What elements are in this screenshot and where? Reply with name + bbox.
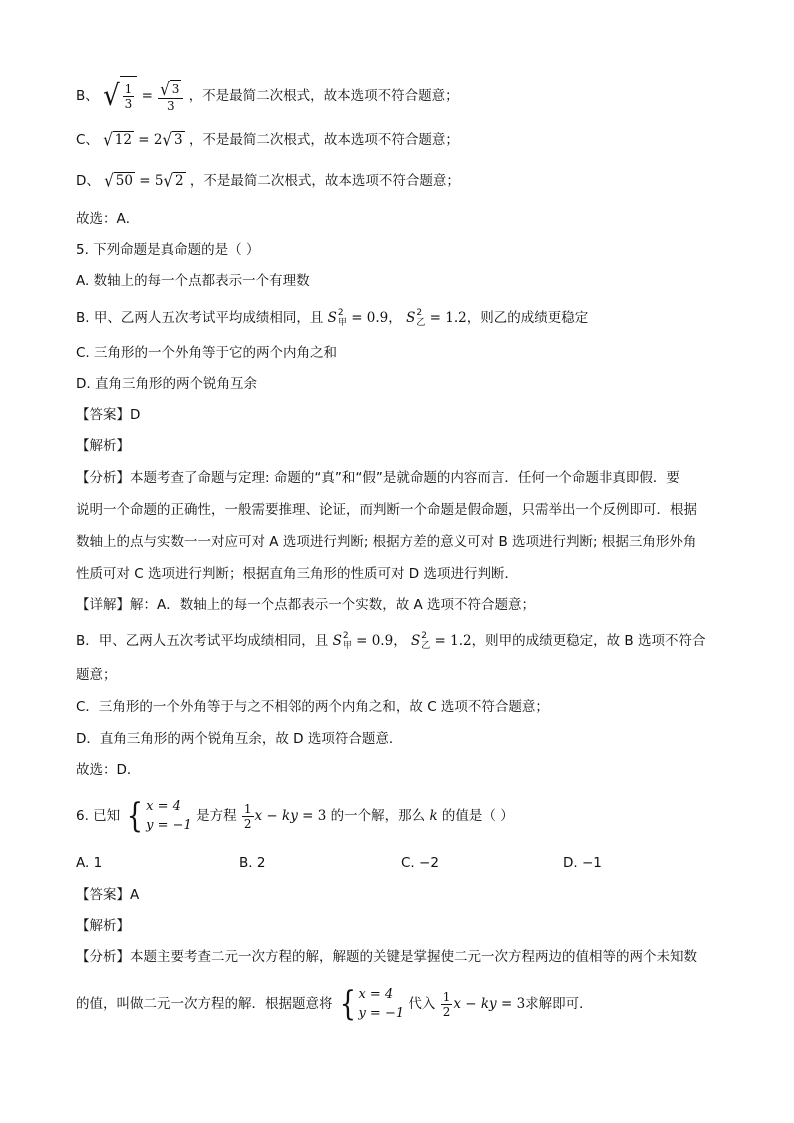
q5-option-d: D. 直角三角形的两个锐角互余 [76,376,257,392]
equation-system-2: { x = 4 y = −1 [339,984,405,1024]
sqrt-2: √ 2 [163,170,184,192]
q5-analysis-2: 说明一个命题的正确性，一般需要推理、论证，而判断一个命题是假命题，只需举出一个反例即可．根据 [76,502,697,518]
sqrt-50: √ 50 [104,170,133,192]
sqrt-12: √ 12 [103,129,132,151]
q5-detail-3: 题意； [76,667,117,683]
equation-system: { x = 4 y = −1 [127,796,192,836]
q5-jiexi: 【解析】 [76,438,130,454]
line-d-label: D、 [76,173,100,189]
sqrt-3: √ 3 [162,129,183,151]
line-c-tail: ，不是最简二次根式，故本选项不符合题意； [188,132,459,148]
q5-analysis-3: 数轴上的点与实数一一对应可对 A 选项进行判断; 根据方差的意义可对 B 选项进行判断; 根据三角形外角 [76,534,697,550]
q6-analysis-2: 的值，叫做二元一次方程的解．根据题意将 { x = 4 y = −1 代入 $\frac{1}{2}$ x − ky = 3求解即可． [76,984,593,1024]
line-c: C、 √ 12 = 2 √ 3 ，不是最简二次根式，故本选项不符合题意； [76,129,459,151]
q5-answer: 【答案】D [76,407,141,423]
q5-detail-5: D．直角三角形的两个锐角互余，故 D 选项符合题意． [76,731,403,747]
q6-jiexi: 【解析】 [76,918,130,934]
q5-analysis-1: 【分析】本题考查了命题与定理: 命题的“真”和“假”是就命题的内容而言．任何一个命题非真即假．要 [76,470,680,486]
q6-option-d: D. −1 [563,855,602,871]
q6-answer: 【答案】A [76,887,140,903]
line-c-label: C、 [76,132,99,148]
line-d: D、 √ 50 = 5 √ 2 ，不是最简二次根式，故本选项不符合题意； [76,170,460,192]
q5-stem: 5. 下列命题是真命题的是（ ） [76,242,260,258]
line-b: B、 √ $\frac{1}{3}$ = √ 3 3 ，不是最简二次根式，故本选项不符合题意； [76,76,459,116]
q5-analysis-4: 性质可对 C 选项进行判断；根据直角三角形的性质可对 D 选项进行判断． [76,566,518,582]
q5-detail-1: 【详解】解：A．数轴上的每一个点都表示一个实数，故 A 选项不符合题意； [76,597,536,613]
q6-option-c: C. −2 [401,855,439,871]
line-b-label: B、 [76,88,99,104]
q5-detail-2: B．甲、乙两人五次考试平均成绩相同，且 S 2 甲 = 0.9， S 2 乙 = 1.2，则甲的成绩更稳定，故 B 选项不符合 [76,631,706,651]
q5-option-a: A. 数轴上的每一个点都表示一个有理数 [76,273,310,289]
q6-analysis-1: 【分析】本题主要考查二元一次方程的解，解题的关键是掌握使二元一次方程两边的值相等的两个未知数 [76,949,697,965]
line-b-tail: ，不是最简二次根式，故本选项不符合题意； [188,88,459,104]
q5-choose: 故选：D． [76,762,141,778]
q5-detail-4: C．三角形的一个外角等于与之不相邻的两个内角之和，故 C 选项不符合题意； [76,699,549,715]
root3-over-3: √ 3 3 [158,80,183,113]
q6-option-a: A. 1 [76,855,103,871]
q6-stem: 6. 已知 { x = 4 y = −1 是方程 $\frac{1}{2}$ x − ky = 3 的一个解，那么 k 的值是（ ） [76,796,514,836]
q5-option-b: B. 甲、乙两人五次考试平均成绩相同，且 S 2 甲 = 0.9， S 2 乙 = 1.2，则乙的成绩更稳定 [76,308,589,328]
line-d-tail: ，不是最简二次根式，故本选项不符合题意； [189,173,460,189]
choose-4: 故选：A． [76,211,140,227]
q6-option-b: B. 2 [239,855,266,871]
sqrt-one-third: √ $\frac{1}{3}$ [103,76,137,116]
q5-option-c: C. 三角形的一个外角等于它的两个内角之和 [76,345,338,361]
